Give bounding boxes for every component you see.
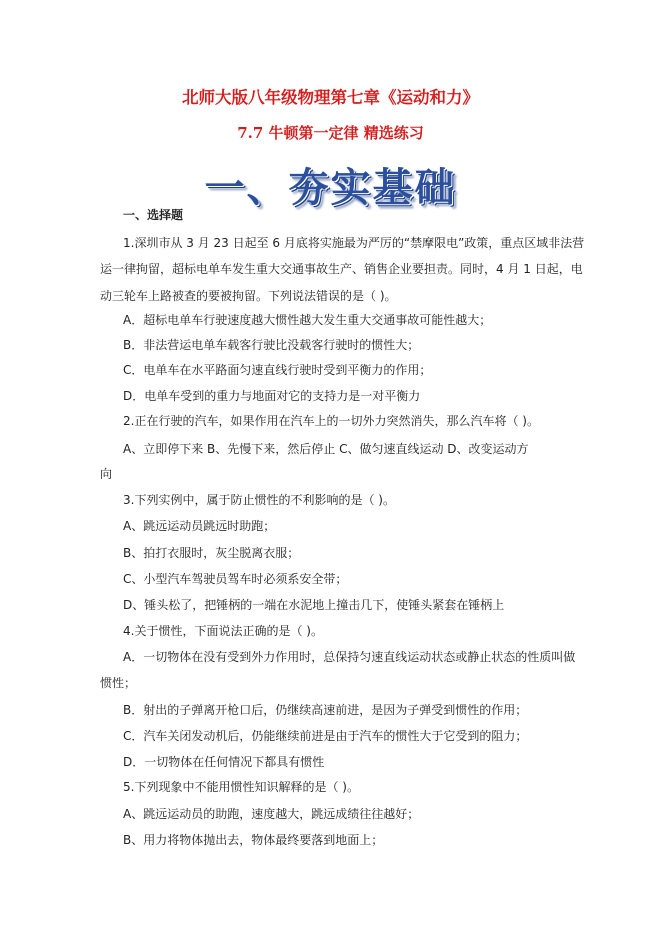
question-2-stem: 2.正在行驶的汽车，如果作用在汽车上的一切外力突然消失，那么汽车将（ )。 <box>123 414 539 428</box>
question-4-option-a-wrap: 惯性； <box>100 676 137 690</box>
document-subtitle: 7.7 牛顿第一定律 精选练习 <box>237 124 424 142</box>
question-4-option-a: A．一切物体在没有受到外力作用时，总保持匀速直线运动状态或静止状态的性质叫做 <box>123 650 576 664</box>
question-1-line-3: 动三轮车上路被查的要被拘留。下列说法错误的是（ )。 <box>100 289 397 303</box>
question-3-option-c: C、小型汽车驾驶员驾车时必须系安全带； <box>123 572 348 586</box>
section-banner: 一、夯实基础 <box>204 165 457 211</box>
question-4-option-c: C．汽车关闭发动机后，仍能继续前进是由于汽车的惯性大于它受到的阻力； <box>123 729 528 743</box>
question-4-option-d: D．一切物体在任何情况下都具有惯性 <box>123 755 325 769</box>
question-4-option-b: B．射出的子弹离开枪口后，仍继续高速前进，是因为子弹受到惯性的作用； <box>123 703 528 717</box>
question-3-option-a: A、跳远运动员跳远时助跑； <box>123 519 276 533</box>
question-2-options-wrap: 向 <box>100 467 113 481</box>
question-3-option-b: B、拍打衣服时，灰尘脱离衣服； <box>123 546 300 560</box>
question-1-line-2: 运一律拘留，超标电单车发生重大交通事故生产、销售企业要担责。同时，4 月 1 日起，电 <box>100 262 583 276</box>
document-title: 北师大版八年级物理第七章《运动和力》 <box>182 88 479 107</box>
question-1-option-a: A．超标电单车行驶速度越大惯性越大发生重大交通事故可能性越大； <box>123 313 492 327</box>
question-1-option-c: C．电单车在水平路面匀速直线行驶时受到平衡力的作用； <box>123 363 432 377</box>
question-1-option-b: B．非法营运电单车载客行驶比没载客行驶时的惯性大； <box>123 338 420 352</box>
question-5-option-b: B、用力将物体抛出去，物体最终要落到地面上； <box>123 833 384 847</box>
question-4-stem: 4.关于惯性，下面说法正确的是（ )。 <box>123 624 323 638</box>
question-1-line-1: 1.深圳市从 3 月 23 日起至 6 月底将实施最为严厉的“禁摩限电”政策，重点区域非法营 <box>123 236 585 250</box>
question-1-option-d: D．电单车受到的重力与地面对它的支持力是一对平衡力 <box>123 389 421 403</box>
question-2-options: A、立即停下来 B、先慢下来，然后停止 C、做匀速直线运动 D、改变运动方 <box>123 442 529 456</box>
question-5-stem: 5.下列现象中不能用惯性知识解释的是（ )。 <box>123 780 359 794</box>
question-5-option-a: A、跳远运动员的助跑，速度越大，跳远成绩往往越好； <box>123 807 420 821</box>
question-3-stem: 3.下列实例中，属于防止惯性的不利影响的是（ )。 <box>123 493 395 507</box>
section-label: 一、选择题 <box>123 208 184 222</box>
question-3-option-d: D、锤头松了，把锤柄的一端在水泥地上撞击几下，使锤头紧套在锤柄上 <box>123 598 505 612</box>
